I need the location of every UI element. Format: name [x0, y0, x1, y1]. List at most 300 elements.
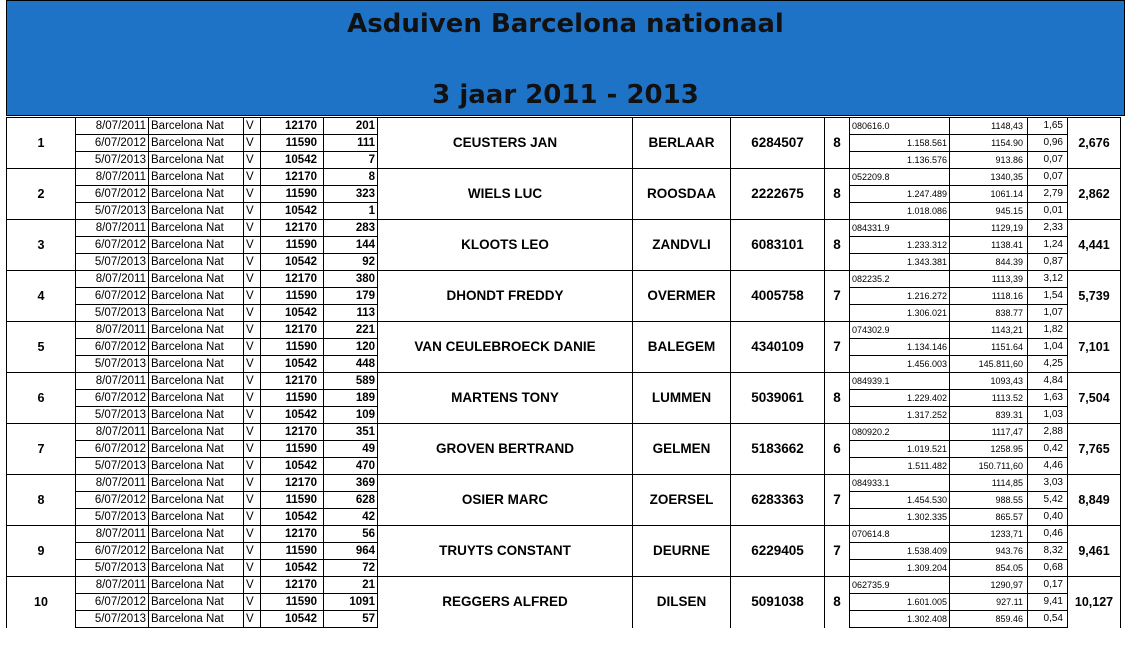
placement: 109: [324, 407, 378, 424]
coefficient: 10,127: [1068, 594, 1121, 611]
rank-cell: [7, 526, 76, 543]
fancier-city: [633, 305, 731, 322]
license-number: [731, 526, 825, 543]
entries-count: [825, 577, 850, 594]
fancier-name: [378, 203, 633, 220]
placement: 56: [324, 526, 378, 543]
participant-count: 10542: [261, 203, 324, 220]
coefficient: [1068, 424, 1121, 441]
percentage-value: 1,65: [1028, 118, 1068, 135]
category: V: [244, 203, 261, 220]
license-number: 4340109: [731, 339, 825, 356]
category: V: [244, 492, 261, 509]
speed-value: 1061.14: [950, 186, 1028, 203]
table-row: [7, 526, 1121, 543]
category: V: [244, 271, 261, 288]
entries-count: 8: [825, 135, 850, 152]
race-date: 8/07/2011: [76, 526, 149, 543]
category: V: [244, 526, 261, 543]
table-row: [7, 577, 1121, 594]
fancier-name: REGGERS ALFRED: [378, 594, 633, 611]
fancier-city: [633, 373, 731, 390]
ring-number: 084331.9: [850, 220, 950, 237]
coefficient: 4,441: [1068, 237, 1121, 254]
participant-count: 11590: [261, 339, 324, 356]
race-date: 6/07/2012: [76, 186, 149, 203]
percentage-value: 0,40: [1028, 509, 1068, 526]
speed-value: 1290,97: [950, 577, 1028, 594]
speed-value: 844.39: [950, 254, 1028, 271]
placement: 589: [324, 373, 378, 390]
table-row: [7, 288, 1121, 305]
category: V: [244, 135, 261, 152]
ring-number: 1.158.561: [850, 135, 950, 152]
table-row: [7, 186, 1121, 203]
percentage-value: 4,84: [1028, 373, 1068, 390]
ring-number: 1.302.335: [850, 509, 950, 526]
rank-cell: [7, 322, 76, 339]
race-name: Barcelona Nat: [149, 424, 244, 441]
license-number: 2222675: [731, 186, 825, 203]
fancier-name: [378, 152, 633, 169]
license-number: [731, 424, 825, 441]
category: V: [244, 458, 261, 475]
coefficient: [1068, 475, 1121, 492]
rank-cell: [7, 577, 76, 594]
ring-number: 070614.8: [850, 526, 950, 543]
race-date: 5/07/2013: [76, 407, 149, 424]
race-date: 6/07/2012: [76, 237, 149, 254]
table-row: [7, 373, 1121, 390]
race-name: Barcelona Nat: [149, 152, 244, 169]
rank-cell: [7, 509, 76, 526]
fancier-name: OSIER MARC: [378, 492, 633, 509]
race-date: 5/07/2013: [76, 560, 149, 577]
category: V: [244, 118, 261, 135]
participant-count: 10542: [261, 407, 324, 424]
category: V: [244, 611, 261, 628]
percentage-value: 0,87: [1028, 254, 1068, 271]
percentage-value: 0,46: [1028, 526, 1068, 543]
category: V: [244, 339, 261, 356]
category: V: [244, 220, 261, 237]
percentage-value: 3,03: [1028, 475, 1068, 492]
speed-value: 838.77: [950, 305, 1028, 322]
page-subtitle: 3 jaar 2011 - 2013: [432, 80, 699, 110]
table-row: [7, 339, 1121, 356]
speed-value: 1151.64: [950, 339, 1028, 356]
entries-count: 7: [825, 288, 850, 305]
race-name: Barcelona Nat: [149, 356, 244, 373]
category: V: [244, 237, 261, 254]
placement: 111: [324, 135, 378, 152]
participant-count: 12170: [261, 577, 324, 594]
entries-count: [825, 254, 850, 271]
placement: 221: [324, 322, 378, 339]
table-row: [7, 492, 1121, 509]
race-date: 6/07/2012: [76, 390, 149, 407]
license-number: [731, 254, 825, 271]
entries-count: [825, 611, 850, 628]
rank-cell: [7, 305, 76, 322]
table-row: [7, 424, 1121, 441]
license-number: [731, 458, 825, 475]
fancier-name: [378, 407, 633, 424]
category: V: [244, 356, 261, 373]
speed-value: 1233,71: [950, 526, 1028, 543]
percentage-value: 0,42: [1028, 441, 1068, 458]
race-date: 6/07/2012: [76, 135, 149, 152]
speed-value: 1113,39: [950, 271, 1028, 288]
coefficient: 8,849: [1068, 492, 1121, 509]
license-number: [731, 407, 825, 424]
participant-count: 11590: [261, 135, 324, 152]
table-row: [7, 594, 1121, 611]
license-number: 4005758: [731, 288, 825, 305]
race-name: Barcelona Nat: [149, 305, 244, 322]
license-number: [731, 611, 825, 628]
participant-count: 12170: [261, 526, 324, 543]
ring-number: 1.136.576: [850, 152, 950, 169]
race-date: 8/07/2011: [76, 475, 149, 492]
license-number: [731, 475, 825, 492]
speed-value: 913.86: [950, 152, 1028, 169]
rank-cell: 5: [7, 339, 76, 356]
category: V: [244, 560, 261, 577]
percentage-value: 0,17: [1028, 577, 1068, 594]
placement: 351: [324, 424, 378, 441]
fancier-name: [378, 458, 633, 475]
speed-value: 1340,35: [950, 169, 1028, 186]
race-date: 5/07/2013: [76, 509, 149, 526]
race-date: 5/07/2013: [76, 356, 149, 373]
category: V: [244, 475, 261, 492]
race-name: Barcelona Nat: [149, 254, 244, 271]
license-number: 5039061: [731, 390, 825, 407]
entries-count: 7: [825, 492, 850, 509]
table-row: [7, 509, 1121, 526]
participant-count: 11590: [261, 390, 324, 407]
speed-value: 865.57: [950, 509, 1028, 526]
category: V: [244, 594, 261, 611]
license-number: [731, 220, 825, 237]
coefficient: [1068, 560, 1121, 577]
ring-number: 052209.8: [850, 169, 950, 186]
ring-number: 1.019.521: [850, 441, 950, 458]
participant-count: 10542: [261, 152, 324, 169]
table-row: [7, 356, 1121, 373]
race-name: Barcelona Nat: [149, 390, 244, 407]
entries-count: [825, 373, 850, 390]
table-row: [7, 458, 1121, 475]
fancier-city: [633, 271, 731, 288]
participant-count: 12170: [261, 118, 324, 135]
participant-count: 10542: [261, 305, 324, 322]
percentage-value: 0,68: [1028, 560, 1068, 577]
race-name: Barcelona Nat: [149, 475, 244, 492]
ring-number: 084933.1: [850, 475, 950, 492]
placement: 42: [324, 509, 378, 526]
rank-cell: [7, 424, 76, 441]
percentage-value: 3,12: [1028, 271, 1068, 288]
rank-cell: 8: [7, 492, 76, 509]
license-number: 6284507: [731, 135, 825, 152]
coefficient: 7,765: [1068, 441, 1121, 458]
coefficient: [1068, 152, 1121, 169]
entries-count: [825, 118, 850, 135]
fancier-city: [633, 407, 731, 424]
race-date: 8/07/2011: [76, 271, 149, 288]
category: V: [244, 441, 261, 458]
fancier-city: ZOERSEL: [633, 492, 731, 509]
rank-cell: 6: [7, 390, 76, 407]
entries-count: [825, 526, 850, 543]
table-row: [7, 611, 1121, 628]
table-row: [7, 118, 1121, 135]
participant-count: 11590: [261, 543, 324, 560]
ring-number: 084939.1: [850, 373, 950, 390]
coefficient: [1068, 356, 1121, 373]
rank-cell: 2: [7, 186, 76, 203]
race-date: 6/07/2012: [76, 543, 149, 560]
category: V: [244, 186, 261, 203]
race-date: 5/07/2013: [76, 458, 149, 475]
rank-cell: [7, 271, 76, 288]
category: V: [244, 288, 261, 305]
ring-number: 1.454.530: [850, 492, 950, 509]
fancier-city: [633, 509, 731, 526]
participant-count: 10542: [261, 509, 324, 526]
ring-number: 1.302.408: [850, 611, 950, 628]
entries-count: [825, 560, 850, 577]
percentage-value: 1,82: [1028, 322, 1068, 339]
speed-value: 1143,21: [950, 322, 1028, 339]
category: V: [244, 407, 261, 424]
category: V: [244, 424, 261, 441]
coefficient: 9,461: [1068, 543, 1121, 560]
percentage-value: 2,33: [1028, 220, 1068, 237]
entries-count: 8: [825, 237, 850, 254]
entries-count: [825, 152, 850, 169]
license-number: 5183662: [731, 441, 825, 458]
race-date: 8/07/2011: [76, 373, 149, 390]
ring-number: 1.309.204: [850, 560, 950, 577]
license-number: [731, 560, 825, 577]
speed-value: 150.711,60: [950, 458, 1028, 475]
entries-count: [825, 407, 850, 424]
ring-number: 080616.0: [850, 118, 950, 135]
license-number: 6283363: [731, 492, 825, 509]
placement: 470: [324, 458, 378, 475]
rank-cell: [7, 458, 76, 475]
rank-cell: 10: [7, 594, 76, 611]
entries-count: 8: [825, 594, 850, 611]
fancier-name: [378, 254, 633, 271]
placement: 7: [324, 152, 378, 169]
participant-count: 12170: [261, 475, 324, 492]
fancier-name: [378, 220, 633, 237]
fancier-city: [633, 118, 731, 135]
fancier-city: [633, 611, 731, 628]
participant-count: 11590: [261, 441, 324, 458]
license-number: 6229405: [731, 543, 825, 560]
rank-cell: [7, 169, 76, 186]
placement: 21: [324, 577, 378, 594]
speed-value: 1114,85: [950, 475, 1028, 492]
fancier-city: OVERMER: [633, 288, 731, 305]
coefficient: [1068, 526, 1121, 543]
fancier-name: KLOOTS LEO: [378, 237, 633, 254]
percentage-value: 1,04: [1028, 339, 1068, 356]
ring-number: 1.229.402: [850, 390, 950, 407]
ring-number: 1.317.252: [850, 407, 950, 424]
fancier-city: ROOSDAA: [633, 186, 731, 203]
rank-cell: [7, 475, 76, 492]
rank-cell: 7: [7, 441, 76, 458]
fancier-city: ZANDVLI: [633, 237, 731, 254]
entries-count: 7: [825, 339, 850, 356]
results-table: [6, 117, 1121, 628]
speed-value: 988.55: [950, 492, 1028, 509]
coefficient: [1068, 458, 1121, 475]
rank-cell: 4: [7, 288, 76, 305]
speed-value: 1154.90: [950, 135, 1028, 152]
entries-count: 6: [825, 441, 850, 458]
race-date: 8/07/2011: [76, 169, 149, 186]
race-date: 6/07/2012: [76, 288, 149, 305]
rank-cell: 1: [7, 135, 76, 152]
participant-count: 10542: [261, 356, 324, 373]
table-row: [7, 135, 1121, 152]
placement: 1: [324, 203, 378, 220]
participant-count: 12170: [261, 373, 324, 390]
fancier-name: [378, 509, 633, 526]
speed-value: 1093,43: [950, 373, 1028, 390]
percentage-value: 1,03: [1028, 407, 1068, 424]
race-date: 6/07/2012: [76, 441, 149, 458]
coefficient: [1068, 169, 1121, 186]
race-date: 5/07/2013: [76, 305, 149, 322]
entries-count: [825, 356, 850, 373]
participant-count: 11590: [261, 288, 324, 305]
speed-value: 145.811,60: [950, 356, 1028, 373]
rank-cell: 9: [7, 543, 76, 560]
coefficient: [1068, 322, 1121, 339]
participant-count: 10542: [261, 254, 324, 271]
race-name: Barcelona Nat: [149, 560, 244, 577]
category: V: [244, 169, 261, 186]
speed-value: 859.46: [950, 611, 1028, 628]
fancier-city: [633, 475, 731, 492]
fancier-city: GELMEN: [633, 441, 731, 458]
ring-number: 1.018.086: [850, 203, 950, 220]
table-row: [7, 305, 1121, 322]
coefficient: 5,739: [1068, 288, 1121, 305]
placement: 8: [324, 169, 378, 186]
entries-count: [825, 509, 850, 526]
coefficient: [1068, 509, 1121, 526]
percentage-value: 2,88: [1028, 424, 1068, 441]
race-name: Barcelona Nat: [149, 407, 244, 424]
fancier-name: MARTENS TONY: [378, 390, 633, 407]
ring-number: 1.343.381: [850, 254, 950, 271]
rank-cell: [7, 560, 76, 577]
table-row: [7, 322, 1121, 339]
entries-count: [825, 203, 850, 220]
speed-value: 1138.41: [950, 237, 1028, 254]
race-date: 5/07/2013: [76, 203, 149, 220]
table-row: [7, 560, 1121, 577]
fancier-name: [378, 118, 633, 135]
speed-value: 1258.95: [950, 441, 1028, 458]
table-row: [7, 441, 1121, 458]
table-row: [7, 254, 1121, 271]
table-row: [7, 237, 1121, 254]
race-date: 5/07/2013: [76, 152, 149, 169]
placement: 92: [324, 254, 378, 271]
license-number: [731, 509, 825, 526]
license-number: [731, 305, 825, 322]
coefficient: 2,862: [1068, 186, 1121, 203]
entries-count: [825, 305, 850, 322]
rank-cell: [7, 407, 76, 424]
fancier-city: DILSEN: [633, 594, 731, 611]
placement: 1091: [324, 594, 378, 611]
placement: 144: [324, 237, 378, 254]
speed-value: 1129,19: [950, 220, 1028, 237]
race-name: Barcelona Nat: [149, 441, 244, 458]
category: V: [244, 152, 261, 169]
ring-number: 1.216.272: [850, 288, 950, 305]
participant-count: 12170: [261, 424, 324, 441]
table-row: [7, 407, 1121, 424]
percentage-value: 8,32: [1028, 543, 1068, 560]
category: V: [244, 254, 261, 271]
fancier-city: [633, 152, 731, 169]
coefficient: 2,676: [1068, 135, 1121, 152]
ring-number: 1.538.409: [850, 543, 950, 560]
ring-number: 1.511.482: [850, 458, 950, 475]
coefficient: [1068, 373, 1121, 390]
percentage-value: 0,07: [1028, 152, 1068, 169]
percentage-value: 1,24: [1028, 237, 1068, 254]
race-date: 6/07/2012: [76, 594, 149, 611]
placement: 189: [324, 390, 378, 407]
race-name: Barcelona Nat: [149, 203, 244, 220]
entries-count: [825, 424, 850, 441]
ring-number: 1.456.003: [850, 356, 950, 373]
coefficient: [1068, 577, 1121, 594]
percentage-value: 0,07: [1028, 169, 1068, 186]
ring-number: 080920.2: [850, 424, 950, 441]
license-number: 5091038: [731, 594, 825, 611]
license-number: [731, 271, 825, 288]
participant-count: 12170: [261, 322, 324, 339]
license-number: [731, 152, 825, 169]
coefficient: [1068, 118, 1121, 135]
coefficient: [1068, 203, 1121, 220]
rank-cell: [7, 356, 76, 373]
entries-count: [825, 458, 850, 475]
percentage-value: 0,96: [1028, 135, 1068, 152]
race-name: Barcelona Nat: [149, 135, 244, 152]
speed-value: 1117,47: [950, 424, 1028, 441]
race-date: 8/07/2011: [76, 118, 149, 135]
race-name: Barcelona Nat: [149, 271, 244, 288]
speed-value: 927.11: [950, 594, 1028, 611]
percentage-value: 4,25: [1028, 356, 1068, 373]
entries-count: [825, 220, 850, 237]
